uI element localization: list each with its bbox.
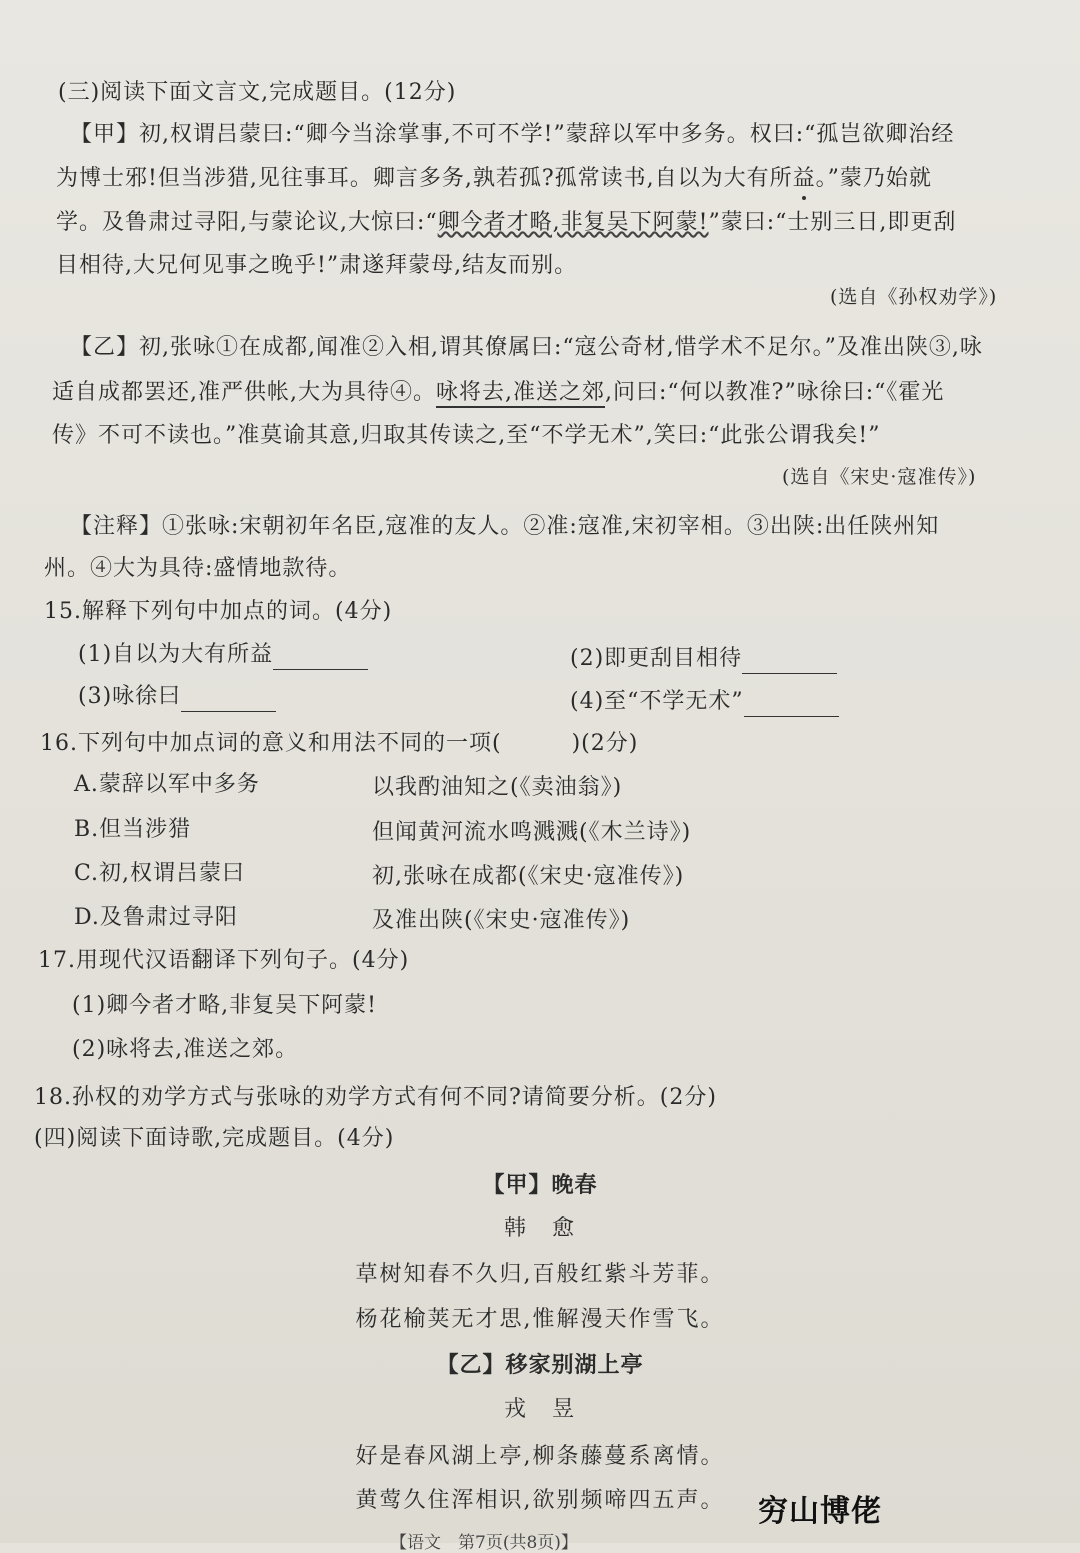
- q15-stem: 15.解释下列句中加点的词。(4分): [44, 599, 393, 624]
- watermark-text: 穷山博佬: [758, 1494, 882, 1529]
- q16-option-b: B.但当涉猎: [74, 817, 192, 842]
- jia-line-2: 为博士邪!但当涉猎,见往事耳。卿言多务,孰若孤?孤常读书,自以为大有所益。”蒙乃始就: [56, 164, 932, 194]
- q15-item-4: (4)至“不学无术”: [570, 687, 839, 717]
- q16-option-a: A.蒙辞以军中多务: [74, 772, 260, 797]
- poem1-line-1: 草树知春不久归,百般红紫斗芳菲。: [355, 1262, 725, 1287]
- underlined-sentence: 咏将去,准送之郊: [436, 380, 605, 408]
- q17-item-2: (2)咏将去,准送之郊。: [72, 1037, 299, 1062]
- section3-heading: (三)阅读下面文言文,完成题目。(12分): [58, 80, 457, 105]
- dotted-word: 益: [793, 164, 816, 194]
- poem2-author: 戎 昱: [503, 1397, 576, 1422]
- q18-stem: 18.孙权的劝学方式与张咏的劝学方式有何不同?请简要分析。(2分): [34, 1085, 717, 1110]
- q16-stem: 16.下列句中加点词的意义和用法不同的一项( )(2分): [40, 731, 639, 756]
- poem2-line-1: 好是春风湖上亭,柳条藤蔓系离情。: [355, 1444, 725, 1469]
- poem1-line-2: 杨花榆荚无才思,惟解漫天作雪飞。: [355, 1307, 725, 1332]
- answer-blank[interactable]: [744, 694, 839, 717]
- q15-item-3: (3)咏徐曰: [78, 682, 276, 712]
- poem2-title: 【乙】移家别湖上亭: [436, 1352, 644, 1378]
- q16-option-b-compare: 但闻黄河流水鸣溅溅(《木兰诗》): [372, 820, 692, 845]
- q16-option-d-compare: 及准出陕(《宋史·寇准传》): [372, 908, 631, 933]
- jia-line-1: 【甲】初,权谓吕蒙曰:“卿今当涂掌事,不可不学!”蒙辞以军中多务。权曰:“孤岂欲卿治经: [70, 122, 955, 147]
- q15-item-2: (2)即更刮目相待: [570, 644, 837, 674]
- poem1-title: 【甲】晚春: [482, 1172, 598, 1198]
- notes-line-1: 【注释】①张咏:宋朝初年名臣,寇准的友人。②准:寇准,宋初宰相。③出陕:出任陕州知: [70, 514, 940, 539]
- q16-option-c-compare: 初,张咏在成都(《宋史·寇准传》): [372, 864, 685, 889]
- answer-blank[interactable]: [273, 647, 368, 670]
- yi-line-1: 【乙】初,张咏①在成都,闻准②入相,谓其僚属曰:“寇公奇材,惜学术不足尔。”及准出陕③,咏: [70, 335, 983, 360]
- wavy-underlined-sentence: 卿今者才略,非复吴下阿蒙!: [437, 210, 709, 235]
- yi-line-2: 适自成都罢还,准严供帐,大为具待④。咏将去,准送之郊,问曰:“何以教准?”咏徐曰:“《霍光: [52, 378, 944, 408]
- q17-item-1: (1)卿今者才略,非复吴下阿蒙!: [72, 993, 377, 1018]
- yi-line-3: 传》不可不读也。”准莫谕其意,归取其传读之,至“不学无术”,笑曰:“此张公谓我矣!”: [52, 423, 881, 448]
- section4-heading: (四)阅读下面诗歌,完成题目。(4分): [34, 1126, 395, 1151]
- jia-line-4: 目相待,大兄何见事之晚乎!”肃遂拜蒙母,结友而别。: [56, 253, 578, 278]
- yi-source: (选自《宋史·寇准传》): [782, 466, 977, 488]
- jia-line-3: 学。及鲁肃过寻阳,与蒙论议,大惊曰:“卿今者才略,非复吴下阿蒙!”蒙曰:“士别三日,即更刮: [56, 210, 957, 235]
- q16-option-d: D.及鲁肃过寻阳: [74, 905, 238, 930]
- q15-item-1: (1)自以为大有所益: [78, 640, 368, 670]
- page-footer: 【语文 第7页(共8页)】: [390, 1533, 578, 1553]
- answer-blank[interactable]: [742, 651, 837, 674]
- notes-line-2: 州。④大为具待:盛情地款待。: [44, 556, 352, 581]
- poem1-author: 韩 愈: [503, 1216, 576, 1241]
- q16-option-a-compare: 以我酌油知之(《卖油翁》): [372, 775, 623, 800]
- q17-stem: 17.用现代汉语翻译下列句子。(4分): [38, 948, 410, 973]
- q16-option-c: C.初,权谓吕蒙曰: [74, 861, 246, 886]
- poem2-line-2: 黄莺久住浑相识,欲别频啼四五声。: [355, 1488, 725, 1513]
- answer-blank[interactable]: [181, 689, 276, 712]
- jia-source: (选自《孙权劝学》): [830, 286, 998, 308]
